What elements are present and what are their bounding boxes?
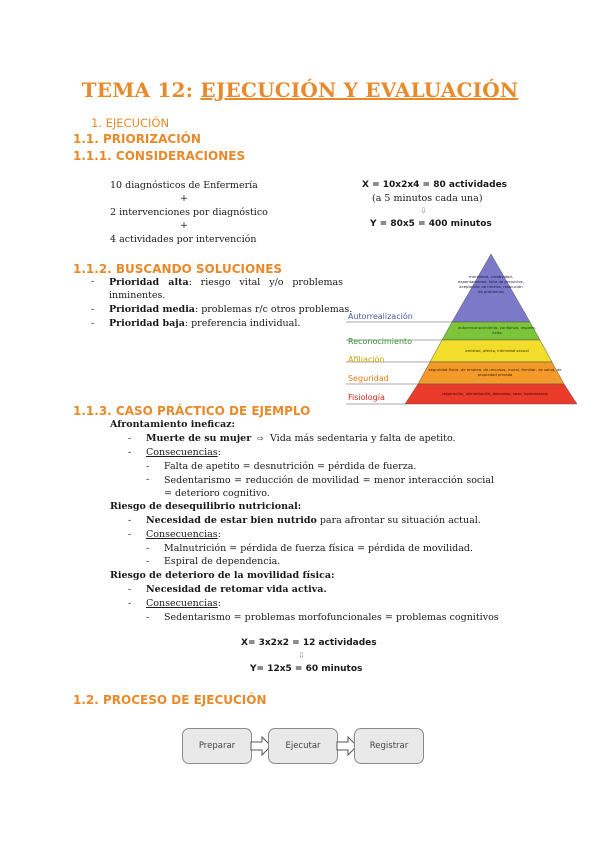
- pyramid-text-safety: seguridad física, de empleo, de recursos, moral, familiar, de salud, de propiedad privada: [428, 367, 562, 377]
- calc-x: X = 10x2x4 = 80 actividades: [362, 180, 508, 190]
- pyramid-label-physiology: Fisiología: [348, 393, 385, 402]
- consider-plus-2: +: [180, 220, 188, 231]
- section-heading-1-1: 1.1. PRIORIZACIÓN: [73, 132, 201, 146]
- section-heading-1-1-1: 1.1.1. CONSIDERACIONES: [73, 149, 246, 163]
- priority-high: [91, 276, 343, 304]
- case-riesgo-nutricional: [110, 501, 301, 512]
- bullet-mark: -: [128, 529, 132, 540]
- consequences-label: Consecuencias: [146, 598, 218, 609]
- pyramid-label-safety: Seguridad: [348, 374, 389, 383]
- flow-step-label: Preparar: [198, 741, 236, 751]
- priority-desc: : preferencia individual.: [184, 318, 301, 329]
- section-heading-1-1-3: 1.1.3. CASO PRÁCTICO DE EJEMPLO: [73, 404, 311, 418]
- title-prefix: TEMA 12:: [81, 78, 201, 102]
- case-cons2-item-1: Malnutrición = pérdida de fuerza física = pérdida de movilidad.: [164, 543, 473, 554]
- case-calc-arrow: ⇩: [298, 651, 305, 660]
- priority-text: [109, 318, 300, 329]
- flow-step-label: Registrar: [369, 741, 409, 751]
- case-necesidad-label: Necesidad de estar bien nutrido: [146, 515, 317, 526]
- flow-step-label: Ejecutar: [285, 741, 321, 751]
- pyramid-label-esteem: Reconocimiento: [348, 337, 413, 346]
- priority-desc: : problemas r/c otros problemas.: [194, 304, 353, 315]
- case-muerte-label: Muerte de su mujer: [146, 433, 252, 444]
- case-cons1-item-2: Sedentarismo = reducción de movilidad = menor interacción social = deterioro cognitivo.: [164, 475, 494, 499]
- consider-line-1: 10 diagnósticos de Enfermería: [110, 180, 258, 191]
- bullet-mark: -: [146, 543, 150, 554]
- section-heading-1-1-2: 1.1.2. BUSCANDO SOLUCIONES: [73, 262, 283, 276]
- pyramid-text-self: moralidad, creatividad, espontaneidad, falta de prejuicios, aceptación de hechos, resolución de problemas: [458, 274, 524, 294]
- priority-medium: [91, 304, 353, 318]
- case-calc-x: X= 3x2x2 = 12 actividades: [241, 638, 377, 648]
- priority-low: [91, 318, 343, 332]
- priority-text: [109, 304, 352, 315]
- case-riesgo-nutricional-label: Riesgo de desequilibrio nutricional: [110, 501, 298, 512]
- calc-arrow: ⇩: [420, 206, 427, 215]
- case-muerte-row: [128, 433, 131, 444]
- case-muerte: [146, 433, 456, 444]
- consequences-colon: :: [217, 529, 221, 540]
- title-underlined: EJECUCIÓN Y EVALUACIÓN: [200, 78, 519, 102]
- pyramid-label-belonging: Afiliación: [348, 355, 385, 364]
- case-necesidad-nutrido: [146, 515, 481, 526]
- pyramid-label-self-actualization: Autorrealización: [348, 312, 413, 321]
- bullet-mark: -: [146, 461, 150, 472]
- calc-y: Y = 80x5 = 400 minutos: [370, 219, 492, 229]
- case-muerte-text: Vida más sedentaria y falta de apetito.: [269, 433, 456, 444]
- case-calc-y: Y= 12x5 = 60 minutos: [250, 664, 363, 674]
- priority-text: [109, 276, 343, 302]
- pyramid-text-physiology: respiración, alimentación, descanso, sexo, homeostasis: [442, 391, 548, 396]
- consider-plus-1: +: [180, 193, 188, 204]
- case-afrontamiento-colon: :: [231, 419, 236, 430]
- flow-step-register: [354, 728, 424, 764]
- consider-line-3: 4 actividades por intervención: [110, 234, 257, 245]
- section-heading-1-2: 1.2. PROCESO DE EJECUCIÓN: [73, 693, 267, 707]
- case-cons2: [146, 529, 221, 540]
- bullet-mark: -: [91, 276, 95, 287]
- bullet-mark: -: [146, 474, 150, 485]
- consequences-colon: :: [217, 598, 221, 609]
- case-cons2-item-2: Espiral de dependencia.: [164, 556, 281, 567]
- consequences-colon: :: [217, 447, 221, 458]
- bullet-mark: -: [128, 433, 132, 444]
- bullet-mark: -: [146, 556, 150, 567]
- bullet-mark: -: [128, 598, 132, 609]
- case-afrontamiento: [110, 419, 235, 430]
- case-cons3-item-1: Sedentarismo = problemas morfofuncionales = problemas cognitivos: [164, 612, 499, 623]
- flow-step-execute: [268, 728, 338, 764]
- case-necesidad-text: para afrontar su situación actual.: [316, 515, 481, 526]
- priority-label: Prioridad baja: [109, 318, 185, 329]
- consequences-label: Consecuencias: [146, 447, 218, 458]
- case-cons3: [146, 598, 221, 609]
- case-necesidad-activa: Necesidad de retomar vida activa.: [146, 584, 327, 595]
- bullet-mark: -: [91, 304, 95, 315]
- pyramid-text-esteem: autorreconocimiento, confianza, respeto, éxito: [457, 325, 537, 335]
- case-cons1-mark: -: [128, 447, 132, 458]
- calc-note: (a 5 minutos cada una): [372, 193, 483, 204]
- bullet-mark: -: [146, 612, 150, 623]
- priority-label: Prioridad media: [109, 304, 195, 315]
- flow-step-prepare: [182, 728, 252, 764]
- page-title: [0, 78, 600, 102]
- bullet-mark: -: [128, 584, 132, 595]
- bullet-mark: -: [128, 515, 132, 526]
- priority-label: Prioridad alta: [109, 277, 189, 288]
- priority-desc: : riesgo vital y/o problemas inminentes.: [109, 277, 343, 301]
- case-riesgo-movilidad: Riesgo de deterioro de la movilidad física:: [110, 570, 335, 581]
- consider-line-2: 2 intervenciones por diagnóstico: [110, 207, 268, 218]
- bullet-mark: -: [91, 318, 95, 329]
- case-cons1-item-1: Falta de apetito = desnutrición = pérdida de fuerza.: [164, 461, 417, 472]
- case-afrontamiento-label: Afrontamiento ineficaz: [110, 419, 232, 430]
- pyramid-text-belonging: amistad, afecto, intimidad sexual: [465, 348, 529, 353]
- section-heading-1: 1. EJECUCIÓN: [91, 116, 170, 130]
- case-cons1: [146, 447, 221, 458]
- arrow-icon: ⇨: [257, 434, 264, 443]
- case-riesgo-nutricional-colon: :: [297, 501, 302, 512]
- consequences-label: Consecuencias: [146, 529, 218, 540]
